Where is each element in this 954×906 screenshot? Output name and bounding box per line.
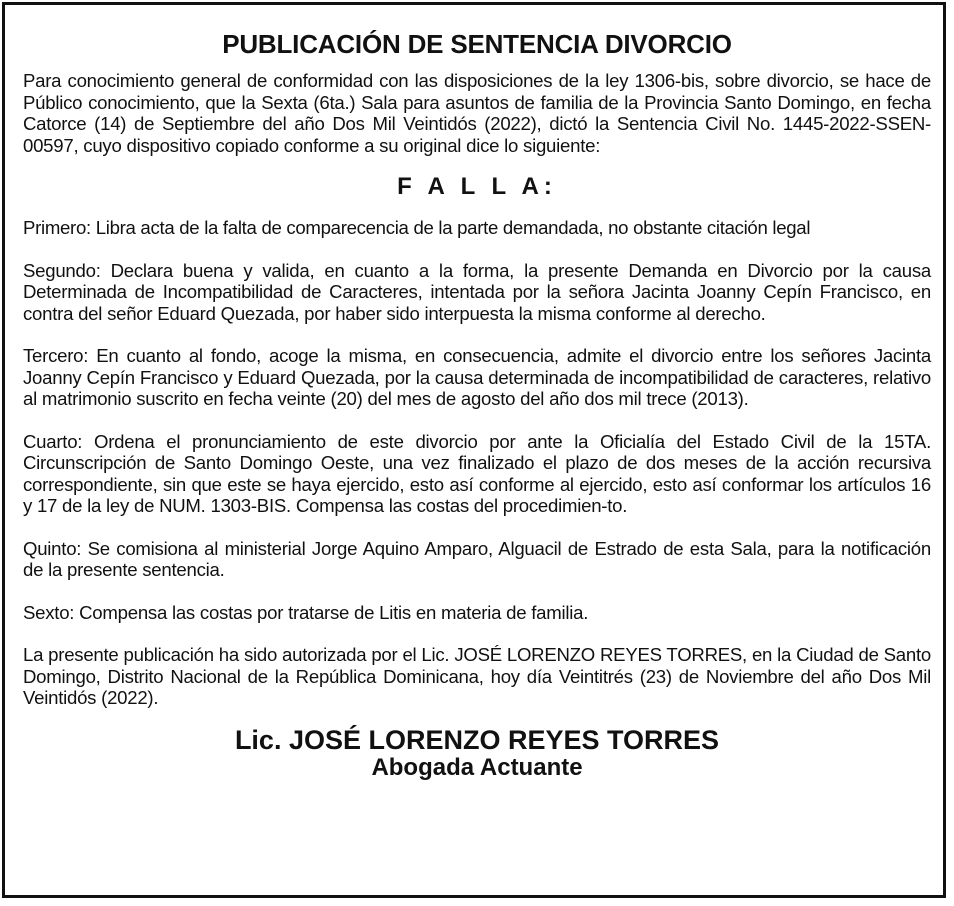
- ruling-primero: Primero: Libra acta de la falta de comparecencia de la parte demandada, no obstante citación legal: [23, 217, 811, 238]
- closing-paragraph: La presente publicación ha sido autorizada por el Lic. JOSÉ LORENZO REYES TORRES, en la Ciudad de Santo Domingo, Distrito Nacional de la República Dominicana, hoy día Veintitrés (23) de Noviembre del año Dos Mil Veintidós (2022).: [23, 644, 931, 708]
- signature-name: Lic. JOSÉ LORENZO REYES TORRES: [234, 724, 720, 755]
- ruling-cuarto: Cuarto: Ordena el pronunciamiento de este divorcio por ante la Oficialía del Estado Civil de la 15TA. Circunscripción de Santo Domingo Oeste, una vez finalizado el plazo de dos meses de la acción recursiva correspondiente, sin que este se haya ejercido, esto así conforme al ejercido, esto así conformar los artículos 16 y 17 de la ley de NUM. 1303-BIS. Compensa las costas del procedimien-to.: [23, 430, 931, 516]
- notice-content: [23, 29, 931, 781]
- ruling-tercero: Tercero: En cuanto al fondo, acoge la misma, en consecuencia, admite el divorcio entre los señores Jacinta Joanny Cepín Francisco y Eduard Quezada, por la causa determinada de incompatibilidad de caracteres, relativo al matrimonio suscrito en fecha veinte (20) del mes de agosto del año dos mil trece (2013).: [23, 345, 931, 409]
- ruling-quinto: Quinto: Se comisiona al ministerial Jorge Aquino Amparo, Alguacil de Estrado de esta Sala, para la notificación de la presente sentencia.: [23, 537, 931, 580]
- notice-frame: [2, 2, 946, 898]
- ruling-sexto: Sexto: Compensa las costas por tratarse de Litis en materia de familia.: [23, 601, 589, 623]
- falla-heading: F A L L A:: [397, 173, 557, 200]
- intro-paragraph: Para conocimiento general de conformidad con las disposiciones de la ley 1306-bis, sobre divorcio, se hace de Público conocimiento, que la Sexta (6ta.) Sala para asuntos de familia de la Provincia Santo Domingo, en fecha Catorce (14) de Septiembre del año Dos Mil Veintidós (2022), dictó la Sentencia Civil No. 1445-2022-SSEN-00597, cuyo dispositivo copiado conforme a su original dice lo siguiente:: [23, 70, 931, 156]
- ruling-segundo: Segundo: Declara buena y valida, en cuanto a la forma, la presente Demanda en Divorcio por la causa Determinada de Incompatibilidad de Caracteres, intentada por la señora Jacinta Joanny Cepín Francisco, en contra del señor Eduard Quezada, por haber sido interpuesta la misma conforme al derecho.: [23, 259, 931, 324]
- signature-role: Abogada Actuante: [371, 753, 583, 781]
- notice-title: PUBLICACIÓN DE SENTENCIA DIVORCIO: [222, 29, 732, 59]
